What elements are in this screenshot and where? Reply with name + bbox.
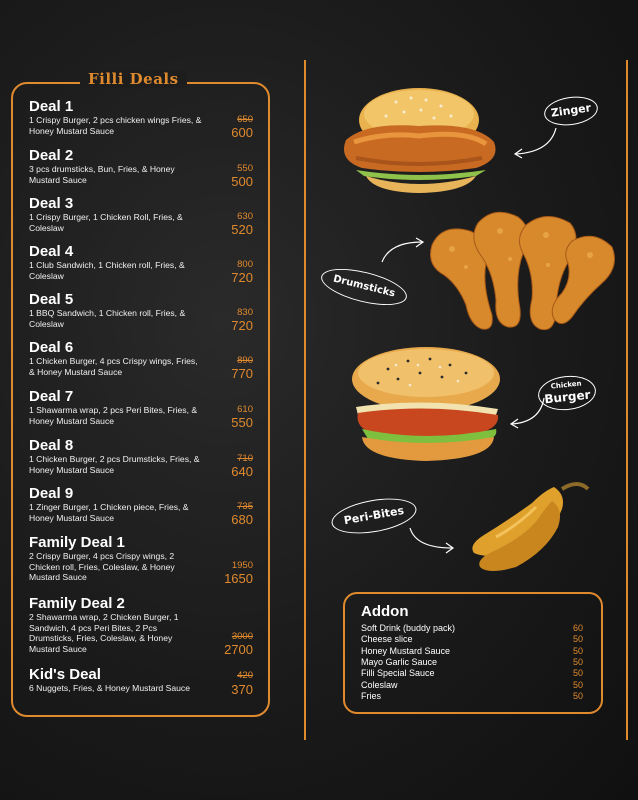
addon-item-name: Cheese slice [361, 634, 413, 644]
deals-title: Filli Deals [80, 70, 187, 88]
addon-item [361, 680, 583, 691]
deal-name: Deal 9 [29, 485, 74, 502]
deal-old-price: 550 [237, 163, 253, 174]
deal-description: 2 Crispy Burger, 4 pcs Crispy wings, 2 Chicken roll, Fries, Coleslaw, & Honey Mustard Sauce [29, 551, 175, 582]
deal-price: 1650 [224, 571, 253, 586]
deal-item [29, 388, 261, 430]
deal-description: 1 Crispy Burger, 2 pcs chicken wings Fries, & Honey Mustard Sauce [29, 115, 202, 136]
deal-item [29, 485, 261, 527]
deal-old-price: 710 [237, 453, 253, 464]
deal-old-price: 735 [237, 501, 253, 512]
deal-name: Kid's Deal [29, 666, 101, 683]
peri-bites-label-text: Peri-Bites [342, 503, 405, 528]
deal-price: 500 [231, 174, 253, 189]
addon-item-price: 50 [572, 691, 583, 701]
addon-item-name: Soft Drink (buddy pack) [361, 623, 456, 633]
deal-item [29, 437, 261, 479]
deal-old-price: 610 [237, 404, 253, 415]
deal-item [29, 534, 261, 586]
addon-item-name: Filli Special Sauce [361, 668, 435, 678]
addon-item-price: 50 [572, 634, 583, 644]
addon-item-price: 50 [572, 668, 583, 678]
arrow-icon [506, 396, 548, 430]
drumsticks-label [318, 262, 411, 312]
deal-name: Deal 5 [29, 291, 74, 308]
deal-price: 520 [231, 222, 253, 237]
addon-item-price: 60 [572, 623, 583, 633]
deal-old-price: 1950 [231, 560, 253, 571]
deal-old-price: 630 [237, 211, 253, 222]
deal-description: 1 BBQ Sandwich, 1 Chicken roll, Fries, & Coleslaw [29, 308, 186, 329]
deal-description: 1 Club Sandwich, 1 Chicken roll, Fries, & Coleslaw [29, 260, 185, 281]
divider-line-right [626, 60, 628, 740]
zinger-label-text: Zinger [550, 101, 592, 120]
addon-item-name: Coleslaw [361, 680, 398, 690]
deal-price: 600 [231, 125, 253, 140]
addon-item [361, 657, 583, 668]
deal-description: 1 Crispy Burger, 1 Chicken Roll, Fries, & Coleslaw [29, 212, 183, 233]
deal-item [29, 595, 261, 657]
deal-old-price: 830 [237, 307, 253, 318]
deal-name: Deal 6 [29, 339, 74, 356]
drumsticks-label-text: Drumsticks [331, 273, 397, 300]
deal-price: 370 [231, 682, 253, 697]
deal-name: Deal 1 [29, 98, 74, 115]
deal-old-price: 800 [237, 259, 253, 270]
deal-name: Family Deal 1 [29, 534, 125, 551]
addon-item-price: 50 [572, 646, 583, 656]
deal-name: Family Deal 2 [29, 595, 125, 612]
deal-old-price: 890 [237, 355, 253, 366]
deal-item [29, 147, 261, 189]
zinger-burger-image [326, 80, 512, 200]
deal-name: Deal 8 [29, 437, 74, 454]
deal-old-price: 3000 [231, 631, 253, 642]
deal-old-price: 420 [237, 670, 253, 681]
deal-price: 720 [231, 270, 253, 285]
zinger-label [542, 93, 599, 128]
deal-item [29, 339, 261, 381]
deal-description: 1 Shawarma wrap, 2 pcs Peri Bites, Fries, & Honey Mustard Sauce [29, 405, 198, 426]
deal-name: Deal 4 [29, 243, 74, 260]
deal-item [29, 291, 261, 333]
deal-description: 1 Chicken Burger, 4 pcs Crispy wings, Fries, & Honey Mustard Sauce [29, 356, 198, 377]
divider-line-left [304, 60, 306, 740]
deal-name: Deal 7 [29, 388, 74, 405]
peri-bites-image [466, 475, 592, 575]
addon-item-price: 50 [572, 657, 583, 667]
deal-description: 3 pcs drumsticks, Bun, Fries, & Honey Mustard Sauce [29, 164, 175, 185]
arrow-icon [380, 236, 426, 266]
addon-item-price: 50 [572, 680, 583, 690]
addon-item [361, 623, 583, 634]
addon-title: Addon [361, 603, 409, 620]
deal-price: 680 [231, 512, 253, 527]
deal-description: 2 Shawarma wrap, 2 Chicken Burger, 1 Sandwich, 4 pcs Peri Bites, 2 Pcs Drumsticks, Fries, Coleslaw, & Honey Mustard Sauce [29, 612, 179, 654]
deal-price: 550 [231, 415, 253, 430]
addon-item-name: Fries [361, 691, 381, 701]
deal-price: 770 [231, 366, 253, 381]
addon-item-name: Honey Mustard Sauce [361, 646, 451, 656]
deal-item [29, 243, 261, 285]
drumsticks-image [422, 205, 618, 340]
deal-name: Deal 2 [29, 147, 74, 164]
arrow-icon [406, 526, 456, 556]
deal-description: 6 Nuggets, Fries, & Honey Mustard Sauce [29, 683, 190, 693]
addon-item [361, 691, 583, 702]
deal-price: 640 [231, 464, 253, 479]
addon-item [361, 668, 583, 679]
deal-item [29, 98, 261, 140]
deal-price: 2700 [224, 642, 253, 657]
deal-name: Deal 3 [29, 195, 74, 212]
chicken-burger-image [348, 345, 508, 463]
arrow-icon [510, 126, 560, 160]
deal-description: 1 Chicken Burger, 2 pcs Drumsticks, Fries, & Honey Mustard Sauce [29, 454, 200, 475]
deal-description: 1 Zinger Burger, 1 Chicken piece, Fries, & Honey Mustard Sauce [29, 502, 189, 523]
deal-item [29, 666, 261, 697]
chicken-burger-label-top: Chicken [550, 379, 582, 391]
addon-item-name: Mayo Garlic Sauce [361, 657, 438, 667]
deal-old-price: 650 [237, 114, 253, 125]
chicken-burger-label-bottom: Burger [543, 387, 592, 407]
deal-item [29, 195, 261, 237]
addon-item [361, 646, 583, 657]
deal-price: 720 [231, 318, 253, 333]
addon-item [361, 634, 583, 645]
